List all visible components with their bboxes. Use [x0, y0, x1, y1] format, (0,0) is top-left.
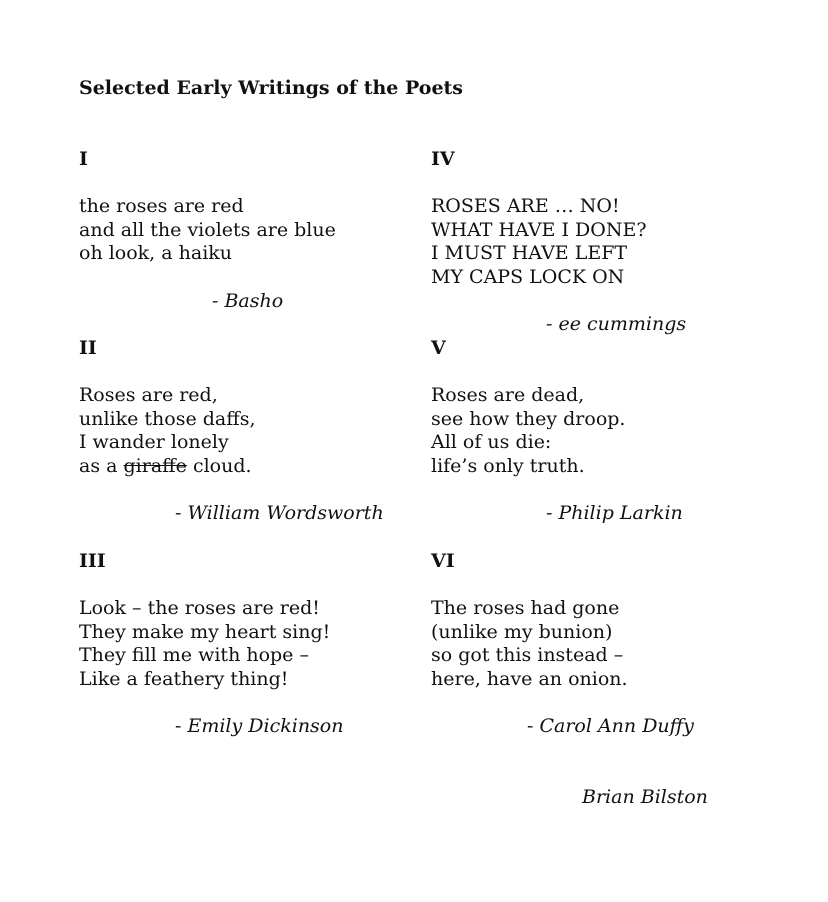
poem-line: WHAT HAVE I DONE? [431, 218, 647, 241]
poem-attribution: - ee cummings [546, 313, 687, 336]
poem-attribution: - Basho [212, 289, 284, 312]
poem-attribution: - Philip Larkin [546, 502, 683, 525]
poem-lines [79, 384, 419, 478]
poem-lines [431, 597, 771, 691]
poem-line: Look – the roses are red! [79, 597, 320, 620]
page-title: Selected Early Writings of the Poets [79, 77, 464, 99]
poem-i [79, 148, 419, 313]
poem-ii [79, 337, 419, 526]
author-signature: Brian Bilston [582, 786, 708, 808]
poem-numeral: II [79, 337, 97, 359]
poem-line: life’s only truth. [431, 454, 585, 477]
poem-numeral: VI [431, 550, 455, 572]
poem-line: and all the violets are blue [79, 218, 336, 241]
poem-line: here, have an onion. [431, 667, 628, 690]
poem-attribution: - Emily Dickinson [175, 715, 344, 738]
poem-line: MY CAPS LOCK ON [431, 265, 625, 288]
poem-line: unlike those daffs, [79, 407, 256, 430]
poem-numeral: IV [431, 148, 455, 170]
poem-line: I wander lonely [79, 431, 229, 454]
poem-lines [79, 597, 419, 691]
poem-line: They fill me with hope – [79, 644, 309, 667]
poem-numeral: I [79, 148, 88, 170]
poem-line: see how they droop. [431, 407, 626, 430]
poem-iv [431, 148, 771, 337]
poem-line: They make my heart sing! [79, 620, 331, 643]
poem-attribution: - Carol Ann Duffy [527, 715, 694, 738]
poem-lines [79, 195, 419, 266]
poem-line: Like a feathery thing! [79, 667, 289, 690]
poem-line: Roses are red, [79, 384, 218, 407]
poem-line: ROSES ARE … NO! [431, 195, 620, 218]
poem-line: (unlike my bunion) [431, 620, 613, 643]
poem-line: Roses are dead, [431, 384, 585, 407]
poem-numeral: III [79, 550, 106, 572]
struck-word: giraffe [123, 454, 187, 477]
poem-lines [431, 384, 771, 478]
poem-numeral: V [431, 337, 446, 359]
poem-vi [431, 550, 771, 739]
line-text: as a [79, 454, 124, 477]
poem-attribution: - William Wordsworth [175, 502, 384, 525]
poem-line: The roses had gone [431, 597, 620, 620]
poem-v [431, 337, 771, 526]
poem-iii [79, 550, 419, 739]
poem-lines [431, 195, 771, 289]
poem-line: the roses are red [79, 195, 244, 218]
poem-line: so got this instead – [431, 644, 624, 667]
poem-line: All of us die: [431, 431, 552, 454]
line-text: cloud. [186, 454, 252, 477]
poem-line [79, 455, 419, 479]
poem-line: I MUST HAVE LEFT [431, 242, 628, 265]
poem-line: oh look, a haiku [79, 242, 233, 265]
